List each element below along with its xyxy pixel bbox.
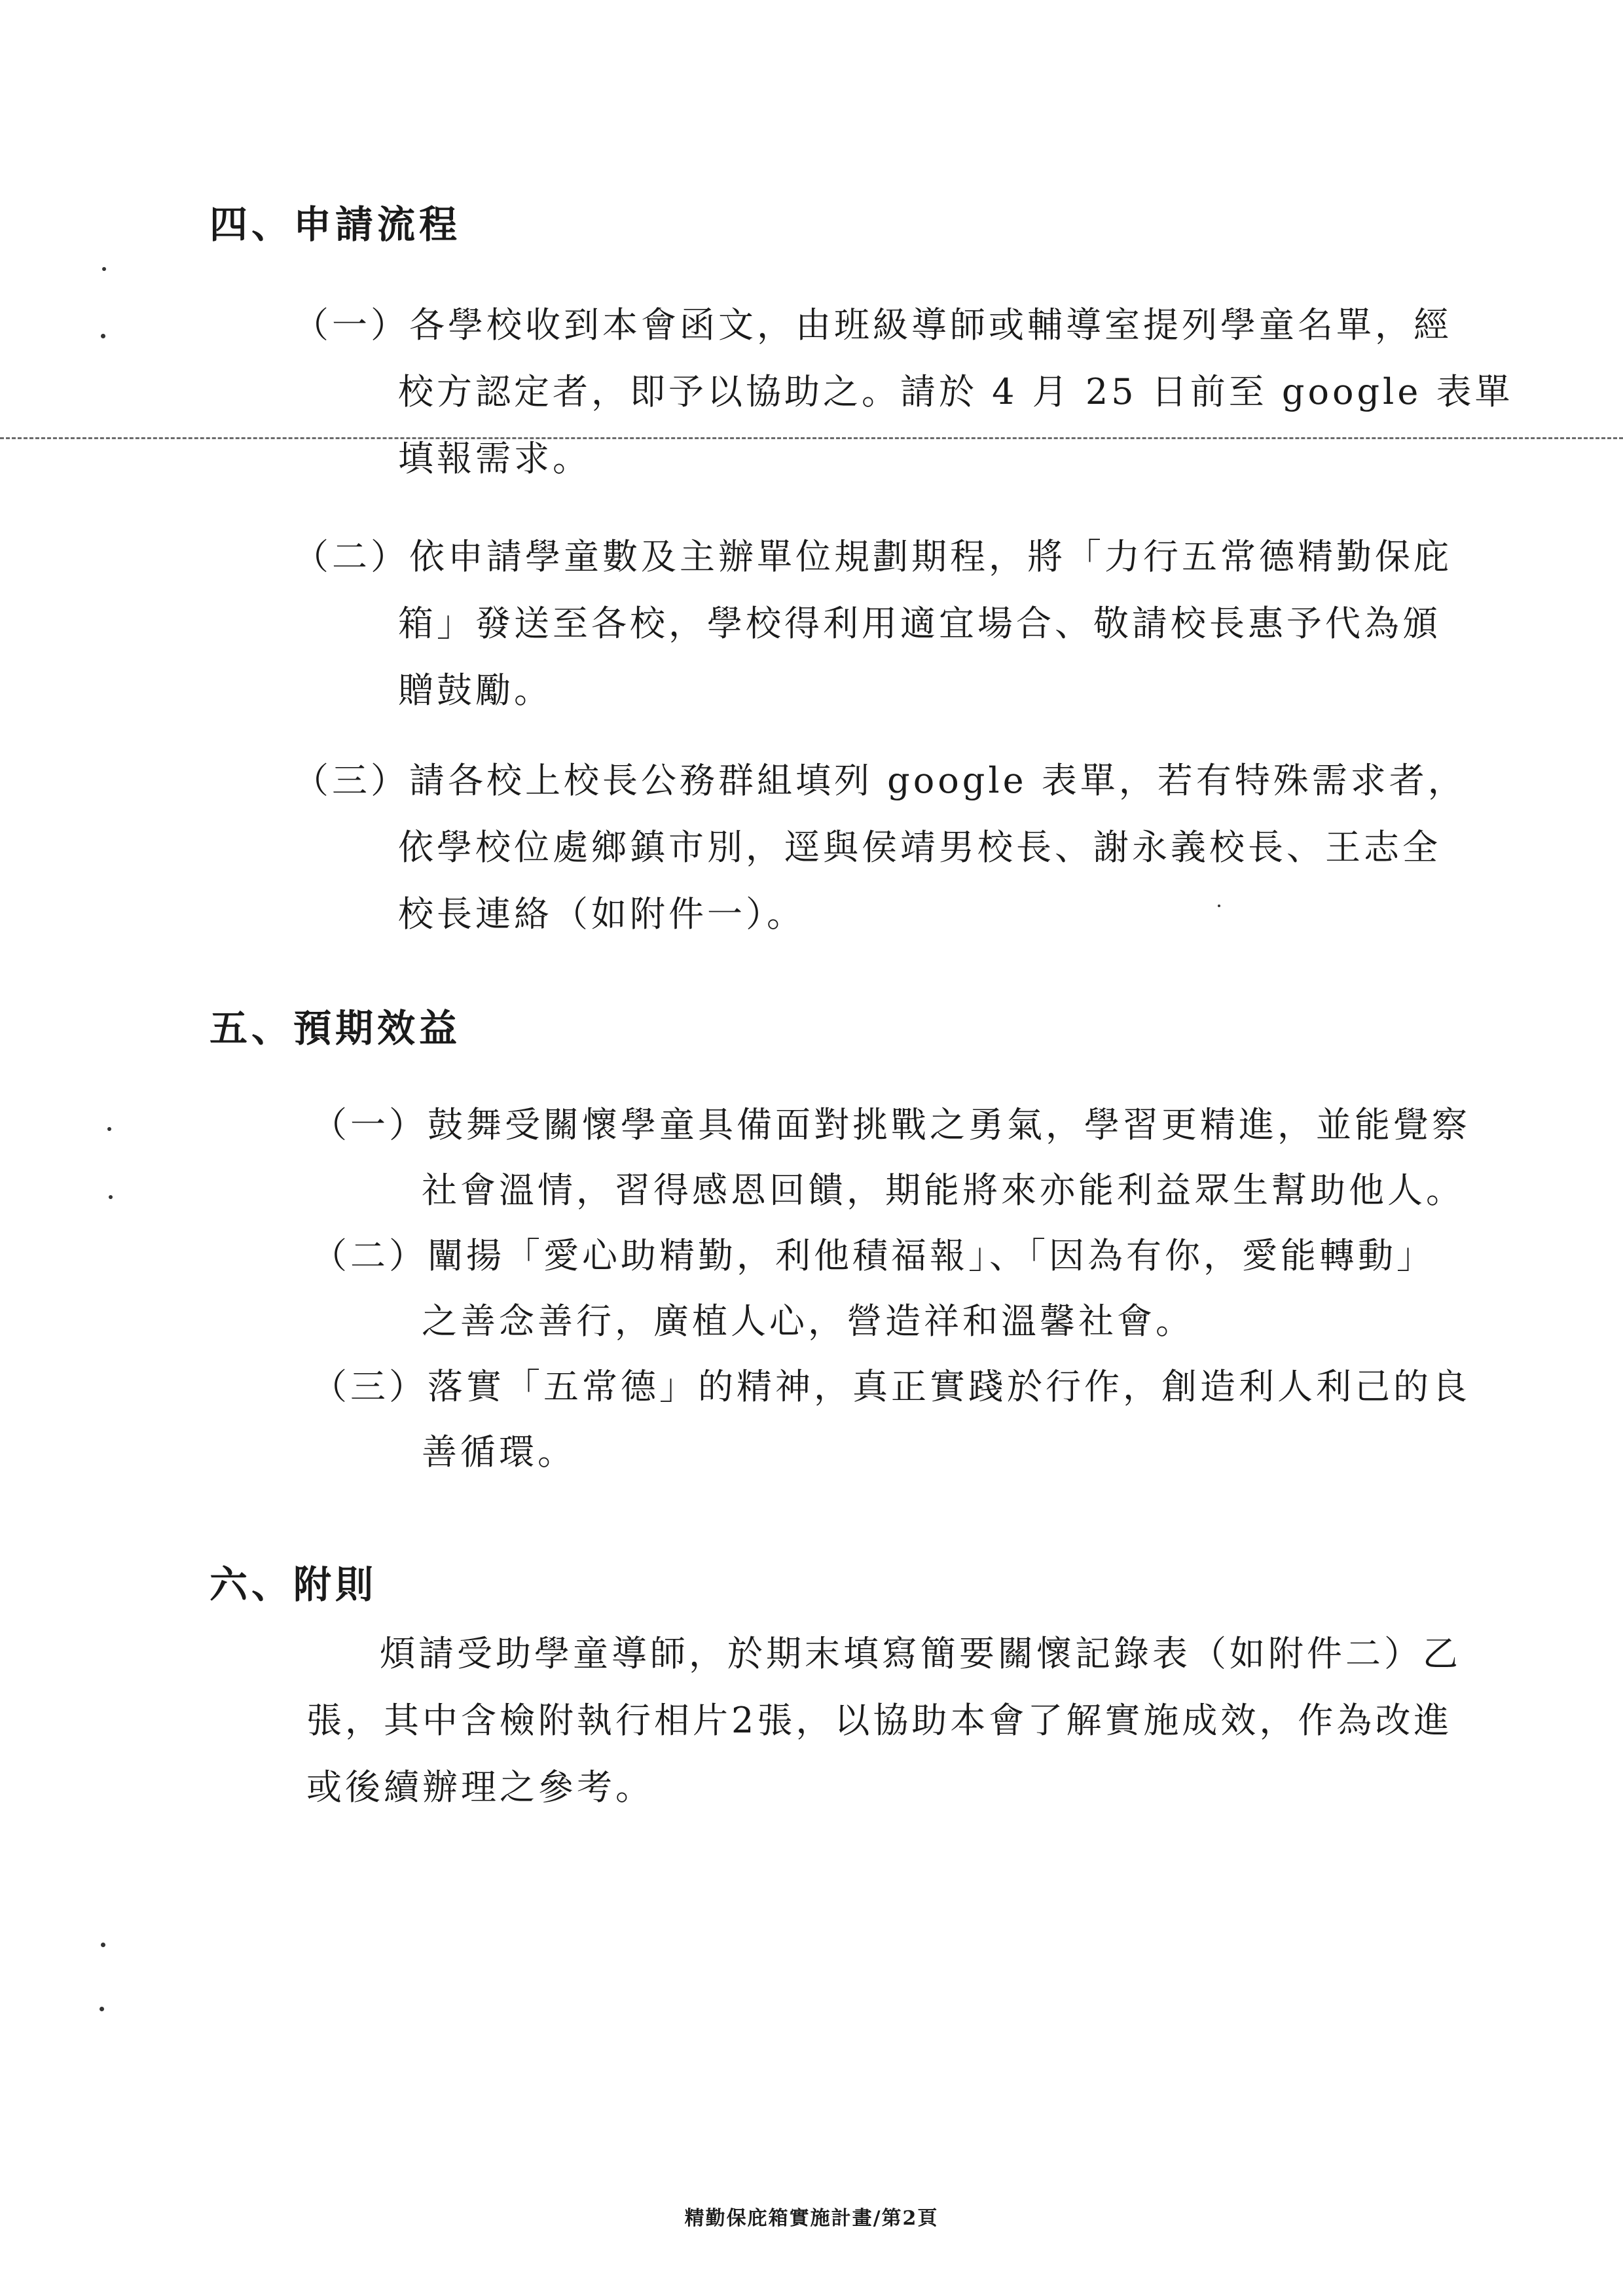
scan-speck — [101, 334, 105, 338]
item-line: 社會溫情，習得感恩回饋，期能將來亦能利益眾生幫助他人。 — [422, 1170, 1465, 1211]
scan-speck — [102, 267, 106, 271]
item-line: 箱」發送至各校，學校得利用適宜場合、敬請校長惠予代為頒 — [398, 603, 1441, 644]
item-line: 各學校收到本會函文，由班級導師或輔導室提列學童名單，經 — [409, 304, 1452, 346]
item-line: 之善念善行，廣植人心，營造祥和溫馨社會。 — [422, 1300, 1194, 1342]
item-label: （三） — [293, 760, 409, 801]
item-line: 落實「五常德」的精神，真正實踐於行作，創造利人利己的良 — [428, 1366, 1470, 1407]
item-line: 鼓舞受關懷學童具備面對挑戰之勇氣，學習更精進，並能覺察 — [428, 1104, 1470, 1145]
item-label: （一） — [293, 304, 409, 346]
paragraph-line: 或後續辦理之參考。 — [306, 1767, 654, 1808]
item-line: 校方認定者，即予以協助之。請於 4 月 25 日前至 google 表單 — [398, 371, 1514, 412]
scan-speck — [1218, 905, 1220, 907]
item-line: 依申請學童數及主辦單位規劃期程，將「力行五常德精勤保庇 — [409, 536, 1452, 577]
item-line: 填報需求。 — [398, 438, 591, 479]
item-label: （二） — [293, 536, 409, 577]
item-label: （二） — [312, 1235, 428, 1276]
scan-fold-line — [0, 437, 1623, 439]
scan-speck — [107, 1127, 111, 1131]
paragraph-line: 煩請受助學童導師，於期末填寫簡要關懷記錄表（如附件二）乙 — [380, 1633, 1461, 1674]
page-footer: 精勤保庇箱實施計畫/第2頁 — [684, 2207, 939, 2230]
item-line: 依學校位處鄉鎮市別，逕與侯靖男校長、謝永義校長、王志全 — [398, 827, 1441, 868]
item-label: （三） — [312, 1366, 428, 1407]
item-line: 贈鼓勵。 — [398, 670, 553, 711]
item-label: （一） — [312, 1104, 428, 1145]
item-line: 闡揚「愛心助精勤，利他積福報」、「因為有你，愛能轉動」 — [428, 1235, 1435, 1276]
item-line: 請各校上校長公務群組填列 google 表單，若有特殊需求者， — [409, 760, 1467, 801]
paragraph-line: 張，其中含檢附執行相片2張，以協助本會了解實施成效，作為改進 — [306, 1700, 1453, 1741]
item-line: 校長連絡（如附件一）。 — [398, 893, 805, 935]
scan-speck — [109, 1195, 113, 1199]
item-line: 善循環。 — [422, 1431, 576, 1473]
section-heading-5: 五、預期效益 — [210, 1006, 462, 1050]
section-heading-6: 六、附則 — [210, 1562, 378, 1607]
scan-speck — [100, 2007, 104, 2011]
section-heading-4: 四、申請流程 — [210, 202, 462, 247]
scan-speck — [101, 1943, 105, 1947]
